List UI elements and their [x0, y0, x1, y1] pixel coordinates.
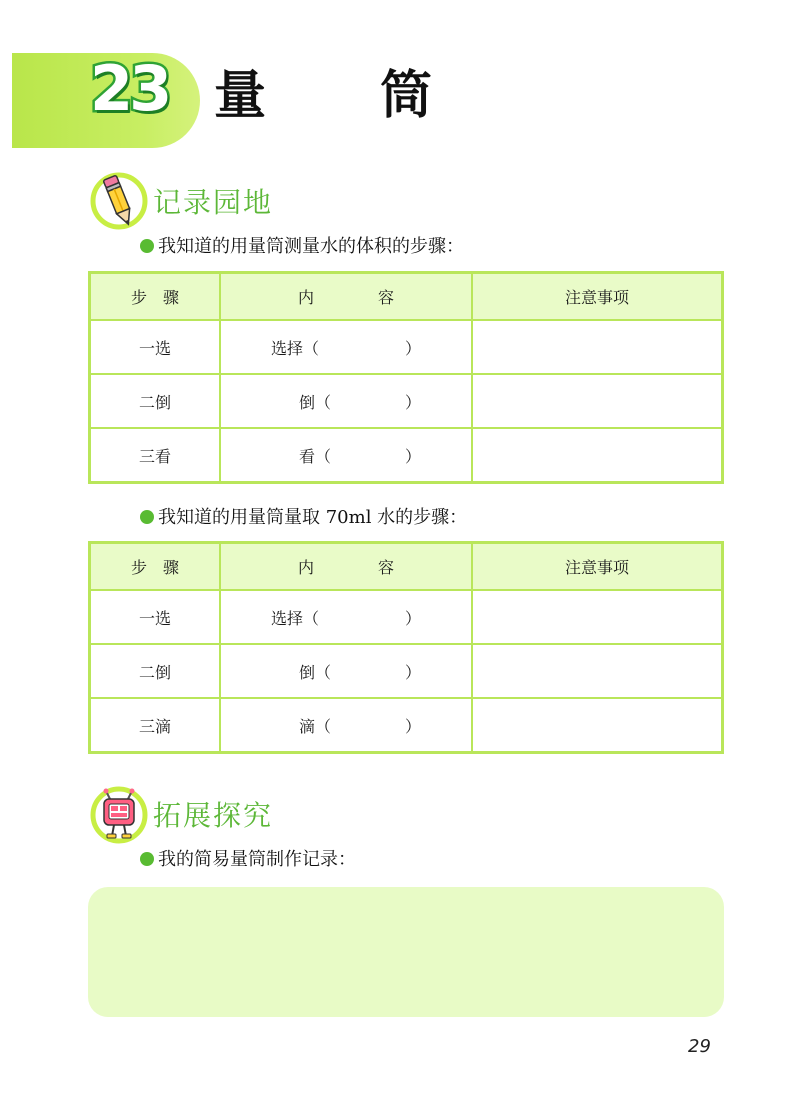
note-cell[interactable] — [472, 428, 723, 483]
table2-header-note: 注意事项 — [472, 543, 723, 591]
content-suffix: ） — [404, 662, 421, 682]
record-box[interactable] — [88, 887, 724, 1017]
note-cell[interactable] — [472, 698, 723, 753]
content-prefix: 滴（ — [299, 716, 332, 736]
note-cell[interactable] — [472, 644, 723, 698]
step-cell: 三滴 — [90, 698, 221, 753]
table1-header-content: 内 容 — [220, 273, 472, 321]
content-suffix: ） — [404, 716, 421, 736]
table1-intro-line — [140, 238, 464, 256]
explore-intro: 我的简易量筒制作记录： — [158, 849, 356, 870]
step-cell: 一选 — [90, 590, 221, 644]
content-prefix: 看（ — [299, 446, 332, 466]
content-cell[interactable] — [220, 644, 472, 698]
table1-header-note: 注意事项 — [472, 273, 723, 321]
table-row — [90, 698, 723, 753]
table1 — [88, 271, 724, 484]
table2-header-content: 内 容 — [220, 543, 472, 591]
table2-header-step: 步 骤 — [90, 543, 221, 591]
bullet-dot-icon — [140, 239, 154, 253]
robot-icon — [90, 786, 148, 844]
note-cell[interactable] — [472, 374, 723, 428]
table2-intro: 我知道的用量筒量取 70ml 水的步骤： — [158, 507, 468, 528]
content-prefix: 倒（ — [299, 662, 332, 682]
table2 — [88, 541, 724, 754]
lesson-title: 量 筒 — [214, 66, 481, 126]
content-prefix: 倒（ — [299, 392, 332, 412]
bullet-dot-icon — [140, 510, 154, 524]
content-cell[interactable] — [220, 374, 472, 428]
table1-header-row — [90, 273, 723, 321]
explore-intro-line — [140, 851, 356, 869]
step-cell: 二倒 — [90, 644, 221, 698]
table-row — [90, 590, 723, 644]
bullet-dot-icon — [140, 852, 154, 866]
table-row — [90, 644, 723, 698]
content-cell[interactable] — [220, 428, 472, 483]
note-cell[interactable] — [472, 320, 723, 374]
table2-header-row — [90, 543, 723, 591]
table1-intro: 我知道的用量筒测量水的体积的步骤： — [158, 236, 464, 257]
step-cell: 二倒 — [90, 374, 221, 428]
step-cell: 三看 — [90, 428, 221, 483]
step-cell: 一选 — [90, 320, 221, 374]
pencil-icon — [90, 172, 148, 230]
content-suffix: ） — [404, 392, 421, 412]
content-cell[interactable] — [220, 698, 472, 753]
content-suffix: ） — [404, 608, 421, 628]
note-cell[interactable] — [472, 590, 723, 644]
content-cell[interactable] — [220, 590, 472, 644]
content-suffix: ） — [404, 446, 421, 466]
record-section-heading: 记录园地 — [153, 186, 274, 219]
table2-intro-line — [140, 509, 467, 527]
table-row — [90, 320, 723, 374]
content-prefix: 选择（ — [271, 338, 320, 358]
page-number: 29 — [688, 1036, 711, 1057]
explore-section-heading: 拓展探究 — [153, 799, 274, 832]
lesson-number: 23 — [90, 52, 169, 125]
table-row — [90, 428, 723, 483]
table-row — [90, 374, 723, 428]
content-cell[interactable] — [220, 320, 472, 374]
content-prefix: 选择（ — [271, 608, 320, 628]
content-suffix: ） — [404, 338, 421, 358]
table1-header-step: 步 骤 — [90, 273, 221, 321]
